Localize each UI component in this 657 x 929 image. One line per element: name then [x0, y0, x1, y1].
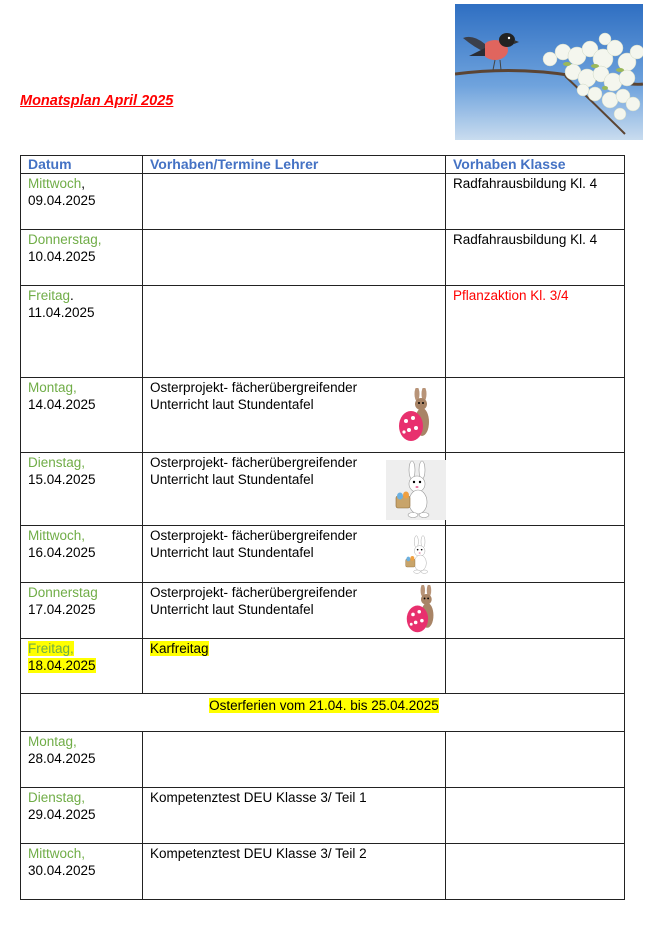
klasse-cell — [446, 583, 625, 639]
date: 17.04.2025 — [28, 602, 96, 617]
table-row — [21, 732, 625, 788]
table-row — [21, 453, 625, 526]
table-row — [21, 230, 625, 286]
weekday-separator: , — [81, 176, 86, 191]
klasse-cell — [446, 844, 625, 900]
easter-bunny-egg-icon — [405, 585, 437, 635]
date: 15.04.2025 — [28, 472, 96, 487]
date-cell — [21, 732, 143, 788]
date: 14.04.2025 — [28, 397, 96, 412]
weekday: Donnerstag — [28, 585, 98, 600]
table-row — [21, 526, 625, 583]
klasse-cell — [446, 639, 625, 694]
klasse-cell: Radfahrausbildung Kl. 4 — [446, 174, 625, 230]
klasse-cell — [446, 378, 625, 453]
table-row — [21, 378, 625, 453]
lehrer-cell — [143, 286, 446, 378]
header-lehrer: Vorhaben/Termine Lehrer — [143, 156, 446, 174]
date: 10.04.2025 — [28, 249, 96, 264]
lehrer-line-1: Osterprojekt- fächerübergreifender — [150, 455, 358, 470]
lehrer-line-1: Karfreitag — [150, 641, 209, 656]
header-klasse: Vorhaben Klasse — [446, 156, 625, 174]
lehrer-line-2: Unterricht laut Stundentafel — [150, 602, 314, 617]
klasse-cell: Radfahrausbildung Kl. 4 — [446, 230, 625, 286]
ferien-cell — [21, 694, 625, 732]
date: 09.04.2025 — [28, 193, 96, 208]
weekday: Freitag, — [28, 641, 74, 656]
date-cell — [21, 526, 143, 583]
date: 16.04.2025 — [28, 545, 96, 560]
weekday: Mittwoch — [28, 176, 82, 191]
lehrer-line-2: Unterricht laut Stundentafel — [150, 472, 314, 487]
klasse-cell — [446, 788, 625, 844]
table-row — [21, 286, 625, 378]
date: 11.04.2025 — [28, 305, 95, 320]
lehrer-cell — [143, 639, 446, 694]
date-cell — [21, 230, 143, 286]
weekday: Montag, — [28, 734, 77, 749]
lehrer-cell — [143, 732, 446, 788]
lehrer-cell — [143, 174, 446, 230]
header-datum: Datum — [21, 156, 143, 174]
lehrer-line-1: Osterprojekt- fächerübergreifender — [150, 528, 358, 543]
easter-bunny-basket-icon — [386, 460, 446, 520]
date-cell — [21, 174, 143, 230]
weekday: Montag, — [28, 380, 77, 395]
klasse-cell — [446, 732, 625, 788]
weekday: Donnerstag, — [28, 232, 102, 247]
lehrer-cell — [143, 583, 446, 639]
lehrer-cell — [143, 230, 446, 286]
date: 18.04.2025 — [28, 658, 96, 673]
lehrer-line-2: Unterricht laut Stundentafel — [150, 397, 314, 412]
table-row — [21, 694, 625, 732]
weekday-separator: . — [70, 288, 74, 303]
table-row — [21, 788, 625, 844]
page-title: Monatsplan April 2025 — [20, 93, 174, 109]
lehrer-cell — [143, 378, 446, 453]
weekday: Freitag — [28, 288, 71, 303]
table-row — [21, 639, 625, 694]
lehrer-cell — [143, 526, 446, 583]
date-cell — [21, 453, 143, 526]
date: 30.04.2025 — [28, 863, 96, 878]
date-cell — [21, 583, 143, 639]
weekday: Dienstag, — [28, 790, 86, 805]
lehrer-cell — [143, 453, 446, 526]
date: 28.04.2025 — [28, 751, 96, 766]
date: 29.04.2025 — [28, 807, 96, 822]
date-cell — [21, 378, 143, 453]
weekday: Mittwoch, — [28, 528, 86, 543]
lehrer-line-1: Osterprojekt- fächerübergreifender — [150, 585, 358, 600]
lehrer-cell: Kompetenztest DEU Klasse 3/ Teil 1 — [143, 788, 446, 844]
table-row — [21, 174, 625, 230]
table-row — [21, 583, 625, 639]
ferien-text: Osterferien vom 21.04. bis 25.04.2025 — [209, 698, 439, 713]
lehrer-line-2: Unterricht laut Stundentafel — [150, 545, 314, 560]
easter-bunny-egg-icon — [397, 388, 433, 444]
table-row — [21, 844, 625, 900]
weekday: Mittwoch, — [28, 846, 86, 861]
date-cell — [21, 286, 143, 378]
date-cell — [21, 639, 143, 694]
bird-cherry-blossom-photo — [455, 4, 643, 140]
klasse-cell — [446, 453, 625, 526]
easter-bunny-basket-icon — [399, 530, 439, 580]
month-plan-table — [20, 155, 625, 900]
klasse-cell: Pflanzaktion Kl. 3/4 — [446, 286, 625, 378]
date-cell — [21, 788, 143, 844]
lehrer-line-1: Osterprojekt- fächerübergreifender — [150, 380, 358, 395]
weekday: Dienstag, — [28, 455, 86, 470]
date-cell — [21, 844, 143, 900]
klasse-cell — [446, 526, 625, 583]
table-header-row — [21, 156, 625, 174]
lehrer-cell: Kompetenztest DEU Klasse 3/ Teil 2 — [143, 844, 446, 900]
